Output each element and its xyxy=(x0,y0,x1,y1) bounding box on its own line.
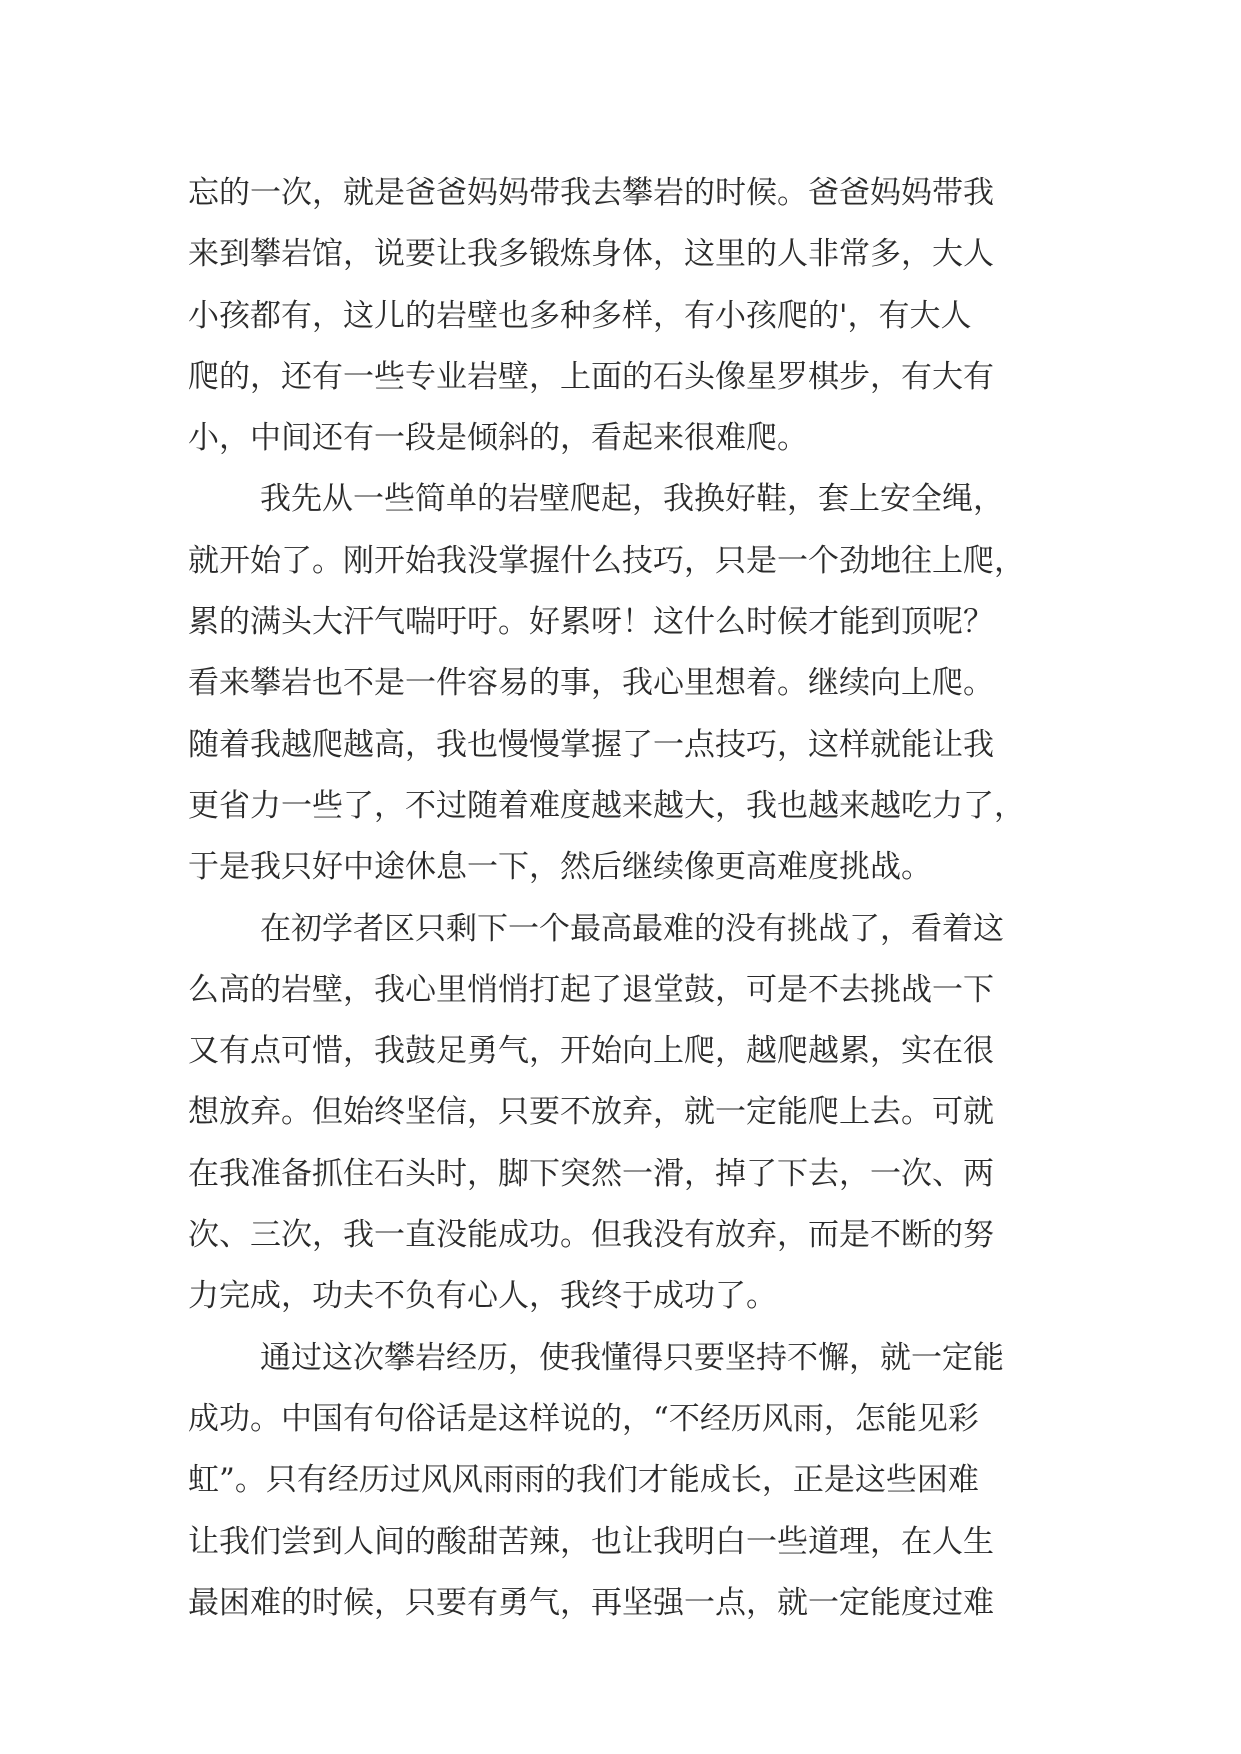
text-line: 随着我越爬越高，我也慢慢掌握了一点技巧，这样就能让我 xyxy=(188,726,994,763)
text-line: 让我们尝到人间的酸甜苦辣，也让我明白一些道理，在人生 xyxy=(188,1523,994,1560)
text-line: 在初学者区只剩下一个最高最难的没有挑战了，看着这 xyxy=(260,910,1004,947)
text-line: 来到攀岩馆，说要让我多锻炼身体，这里的人非常多，大人 xyxy=(188,236,994,273)
text-line: 力完成，功夫不负有心人，我终于成功了。 xyxy=(188,1278,777,1315)
text-line: 就开始了。刚开始我没掌握什么技巧，只是一个劲地往上爬， xyxy=(188,542,1025,579)
text-line: 更省力一些了，不过随着难度越来越大，我也越来越吃力了， xyxy=(188,787,1025,824)
text-line: 爬的，还有一些专业岩壁，上面的石头像星罗棋步，有大有 xyxy=(188,358,994,395)
text-line: 最困难的时候，只要有勇气，再坚强一点，就一定能度过难 xyxy=(188,1584,994,1621)
text-line: 小孩都有，这儿的岩壁也多种多样，有小孩爬的'，有大人 xyxy=(188,297,972,334)
body-text xyxy=(188,163,1068,1634)
text-line: 次、三次，我一直没能成功。但我没有放弃，而是不断的努 xyxy=(188,1217,994,1254)
text-line: 累的满头大汗气喘吁吁。好累呀！这什么时候才能到顶呢？ xyxy=(188,604,994,641)
text-line: 么高的岩壁，我心里悄悄打起了退堂鼓，可是不去挑战一下 xyxy=(188,971,994,1008)
text-line: 又有点可惜，我鼓足勇气，开始向上爬，越爬越累，实在很 xyxy=(188,1033,994,1070)
text-line: 成功。中国有句俗话是这样说的，“不经历风雨，怎能见彩 xyxy=(188,1400,979,1437)
text-line: 在我准备抓住石头时，脚下突然一滑，掉了下去，一次、两 xyxy=(188,1155,994,1192)
text-line: 想放弃。但始终坚信，只要不放弃，就一定能爬上去。可就 xyxy=(188,1094,994,1131)
text-line: 虹”。只有经历过风风雨雨的我们才能成长，正是这些困难 xyxy=(188,1462,979,1499)
text-line: 忘的一次，就是爸爸妈妈带我去攀岩的时候。爸爸妈妈带我 xyxy=(188,175,994,211)
text-line: 我先从一些简单的岩壁爬起，我换好鞋，套上安全绳， xyxy=(260,481,1004,518)
text-line: 看来攀岩也不是一件容易的事，我心里想着。继续向上爬。 xyxy=(188,665,994,702)
text-line: 通过这次攀岩经历，使我懂得只要坚持不懈，就一定能 xyxy=(260,1339,1004,1376)
text-line: 小，中间还有一段是倾斜的，看起来很难爬。 xyxy=(188,420,808,457)
text-line: 于是我只好中途休息一下，然后继续像更高难度挑战。 xyxy=(188,849,932,886)
